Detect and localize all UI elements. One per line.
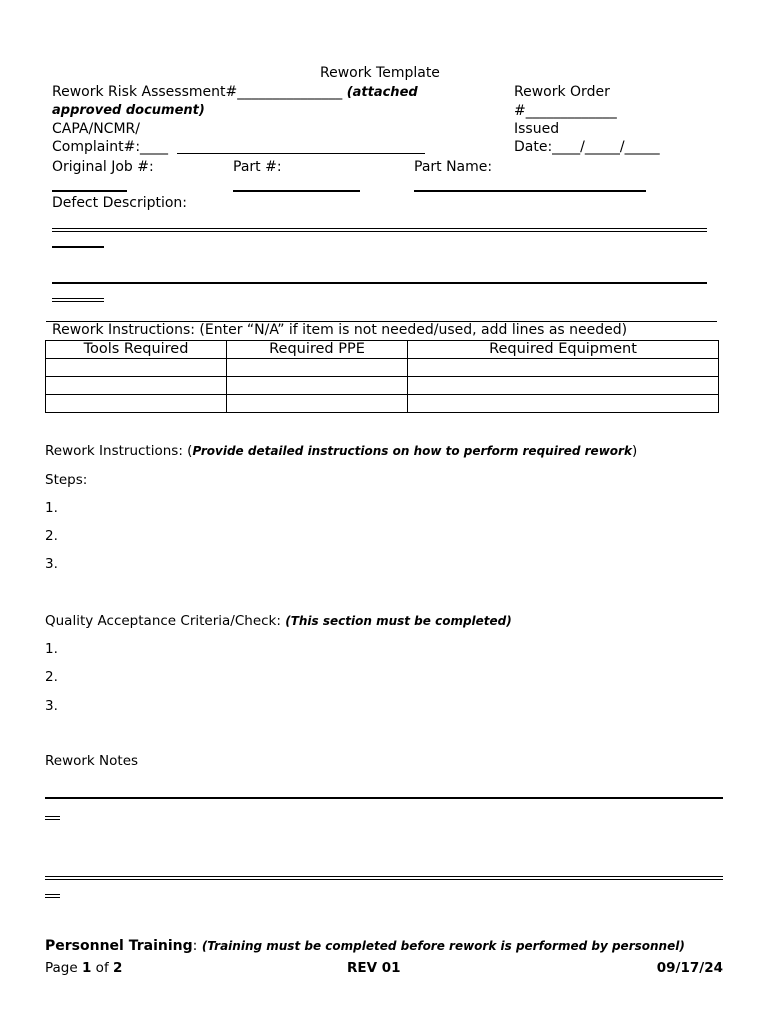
page-number [45, 960, 122, 976]
table-cell[interactable] [408, 395, 719, 413]
defect-line-2[interactable] [52, 282, 707, 284]
part-name-input-line[interactable] [414, 190, 646, 192]
page-prefix: Page [45, 960, 82, 976]
page-total: 2 [113, 960, 123, 976]
table-row [46, 377, 719, 395]
part-name-label: Part Name: [414, 159, 493, 175]
instructions-header: Rework Instructions: (Enter “N/A” if item is not needed/used, add lines as needed) [52, 322, 628, 338]
rework-order-field[interactable]: #_____________ [514, 103, 617, 119]
capa-input-line[interactable] [177, 153, 425, 154]
page-of: of [91, 960, 113, 976]
table-cell[interactable] [408, 359, 719, 377]
column-header-ppe: Required PPE [227, 341, 408, 359]
risk-assessment-text: Rework Risk Assessment#_______________ [52, 84, 343, 100]
personnel-training-colon: : [192, 938, 202, 954]
risk-assessment-note: (attached [346, 85, 418, 100]
defect-line-1b [52, 231, 707, 232]
table-cell[interactable] [227, 395, 408, 413]
notes-line-2b [45, 879, 723, 880]
defect-line-1a[interactable] [52, 228, 707, 229]
table-row [46, 359, 719, 377]
rework-order-label: Rework Order [514, 84, 610, 100]
notes-line-2a[interactable] [45, 876, 723, 877]
step-item: 3. [45, 556, 58, 572]
notes-line-1[interactable] [45, 797, 723, 799]
capa-field-label: Complaint#:____ [52, 139, 169, 155]
quality-item: 2. [45, 669, 58, 685]
column-header-tools: Tools Required [46, 341, 227, 359]
column-header-equipment: Required Equipment [408, 341, 719, 359]
issued-date-field[interactable]: Date:____/_____/_____ [514, 139, 660, 155]
part-number-label: Part #: [233, 159, 282, 175]
personnel-training [45, 938, 685, 954]
page-title: Rework Template [320, 65, 440, 81]
defect-line-1-cont [52, 246, 104, 248]
footer-date: 09/17/24 [656, 960, 723, 976]
risk-assessment-label [52, 84, 418, 100]
requirements-table [45, 340, 719, 413]
quality-label [45, 613, 512, 629]
quality-item: 3. [45, 698, 58, 714]
table-cell[interactable] [408, 377, 719, 395]
table-cell[interactable] [227, 359, 408, 377]
rework-notes-label: Rework Notes [45, 753, 139, 769]
personnel-training-note: (Training must be completed before rework is performed by personnel) [201, 939, 685, 953]
table-row [46, 395, 719, 413]
notes-line-2-cont-b [45, 897, 60, 898]
defect-description-label: Defect Description: [52, 195, 188, 211]
defect-line-2-cont-a [52, 298, 104, 299]
page-current: 1 [81, 960, 92, 976]
table-cell[interactable] [46, 395, 227, 413]
rework-instructions-close: ) [631, 443, 638, 459]
steps-label: Steps: [45, 472, 88, 488]
capa-label: CAPA/NCMR/ [52, 121, 140, 137]
table-cell[interactable] [227, 377, 408, 395]
notes-line-2-cont-a [45, 894, 60, 895]
personnel-training-label: Personnel Training [45, 938, 193, 954]
rework-instructions-label [45, 443, 637, 459]
step-item: 2. [45, 528, 58, 544]
table-header-row [46, 341, 719, 359]
risk-assessment-note-2: approved document) [52, 103, 205, 118]
rework-instructions-text: Rework Instructions: ( [45, 443, 193, 459]
quality-item: 1. [45, 641, 58, 657]
notes-line-1-cont-b [45, 819, 60, 820]
defect-line-2-cont-b [52, 301, 104, 302]
issued-label: Issued [514, 121, 560, 137]
original-job-label: Original Job #: [52, 159, 154, 175]
revision: REV 01 [347, 960, 401, 976]
step-item: 1. [45, 500, 58, 516]
quality-note: (This section must be completed) [285, 614, 512, 628]
original-job-input-line[interactable] [52, 190, 127, 192]
rework-instructions-note: Provide detailed instructions on how to perform required rework [192, 444, 632, 458]
notes-line-1-cont-a [45, 816, 60, 817]
part-number-input-line[interactable] [233, 190, 360, 192]
table-cell[interactable] [46, 377, 227, 395]
table-cell[interactable] [46, 359, 227, 377]
quality-text: Quality Acceptance Criteria/Check: [45, 613, 286, 629]
